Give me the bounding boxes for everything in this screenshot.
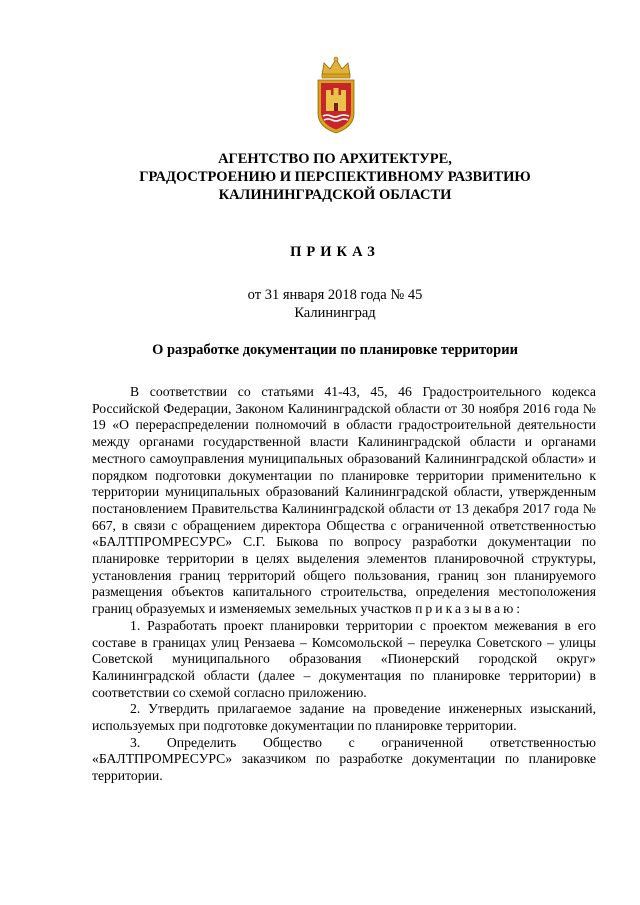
order-meta <box>70 286 600 322</box>
header-line-3: КАЛИНИНГРАДСКОЙ ОБЛАСТИ <box>218 187 452 203</box>
order-date-number: от 31 января 2018 года № 45 <box>247 287 423 303</box>
kaliningrad-coat-of-arms-icon <box>314 55 358 135</box>
body-intro-paragraph <box>92 384 596 618</box>
agency-header <box>70 150 600 204</box>
order-city: Калининград <box>294 305 376 321</box>
header-line-2: ГРАДОСТРОЕНИЮ И ПЕРСПЕКТИВНОМУ РАЗВИТИЮ <box>139 169 531 185</box>
body-item-3: 3. Определить Общество с ограниченной ответственностью «БАЛТПРОМРЕСУРС» заказчиком по разработке документации по планировке территории. <box>92 734 596 784</box>
order-subject: О разработке документации по планировке территории <box>152 342 518 358</box>
body-item-1: 1. Разработать проект планировки территории с проектом межевания в его составе в границах улиц Рензаева – Комсомольской – переулка Советского – улицы Советской муниципального образования «Пионерский городской округ» Калининградской области (далее – документация по планировке территории) в соответствии со схемой согласно приложению. <box>92 617 596 700</box>
order-body <box>92 384 596 785</box>
body-item-2: 2. Утвердить прилагаемое задание на проведение инженерных изысканий, используемых при подготовке документации по планировке территории. <box>92 701 596 734</box>
decree-word: приказываю: <box>415 601 524 617</box>
header-line-1: АГЕНТСТВО ПО АРХИТЕКТУРЕ, <box>218 151 452 167</box>
order-title: ПРИКАЗ <box>290 244 380 260</box>
body-intro-text: В соответствии со статьями 41-43, 45, 46 Градостроительного кодекса Российской Федерации, Законом Калининградской области от 30 ноября 2016 года № 19 «О перераспределении полномочий в области градостроительной деятельности между органами государственной власти Калининградской области и органами местного самоуправления муниципальных образований Калининградской области» и порядком подготовки документации по планировке территории применительно к территории муниципальных образований Калининградской области, утвержденным постановлением Правительства Калининградской области от 13 декабря 2017 года № 667, в связи с обращением директора Общества с ограниченной ответственностью «БАЛТПРОМРЕСУРС» С.Г. Быкова по вопросу разработки документации по планировке территории в целях выделения элементов планировочной структуры, установления границ территорий общего пользования, границ зон планируемого размещения объектов капитального строительства, определения местоположения границ образуемых и изменяемых земельных участков <box>92 384 596 617</box>
